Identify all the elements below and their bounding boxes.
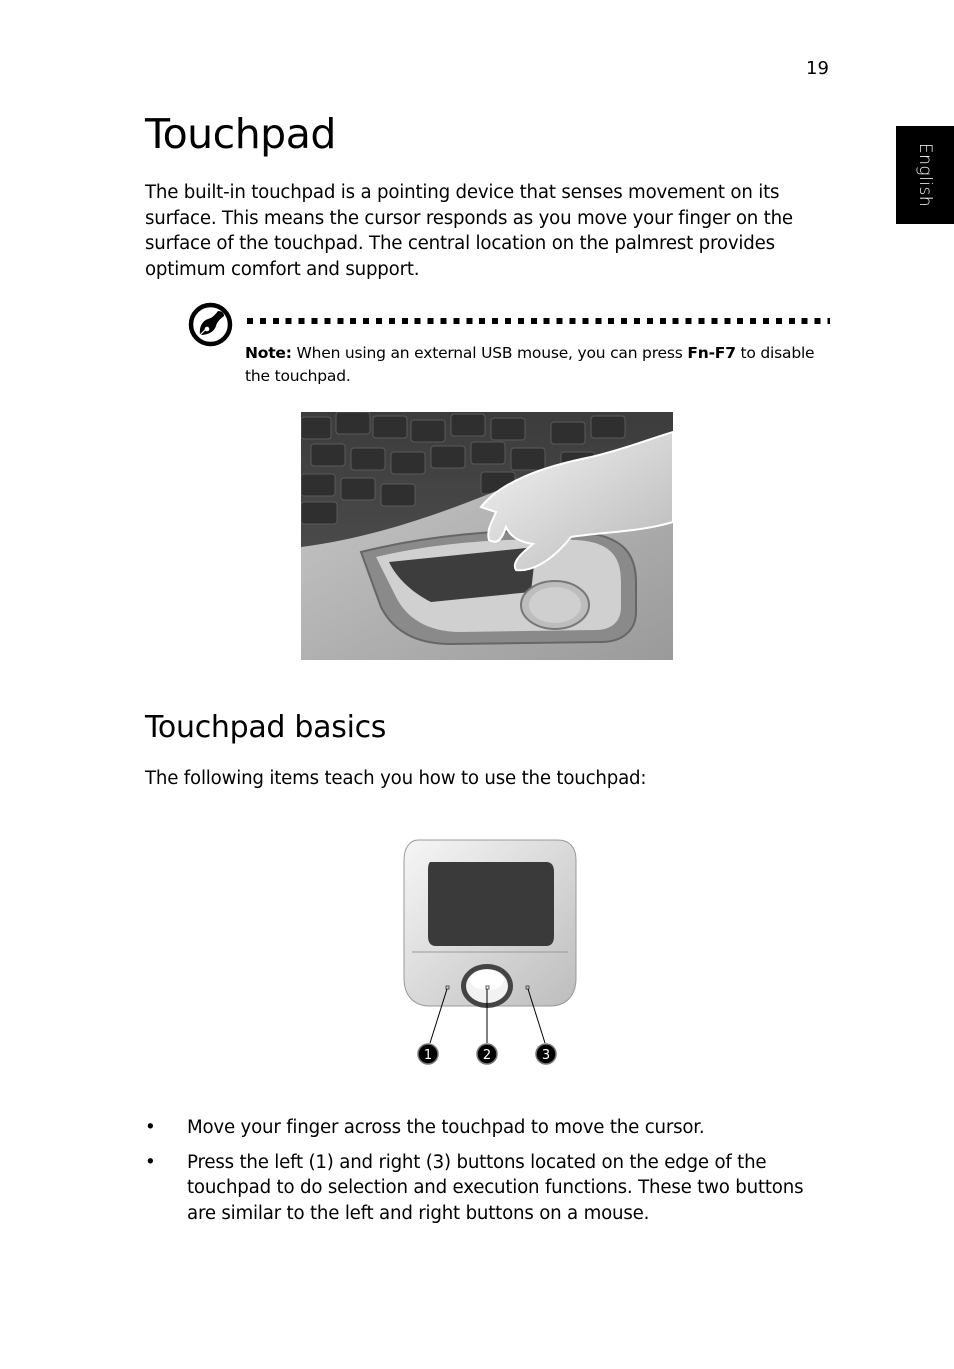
page-number: 19 <box>806 58 829 79</box>
note-divider <box>247 318 830 324</box>
callout-1 <box>418 1044 438 1064</box>
section-heading: Touchpad basics <box>145 710 387 745</box>
svg-text:1: 1 <box>423 1048 433 1063</box>
language-tab-label: English <box>915 142 935 208</box>
touchpad-photo <box>301 412 673 660</box>
svg-text:2: 2 <box>482 1048 492 1063</box>
list-item <box>145 1115 835 1141</box>
list-item <box>145 1150 835 1227</box>
instruction-list <box>145 1115 835 1235</box>
page-title: Touchpad <box>145 110 336 158</box>
note-label: Note: <box>245 344 292 362</box>
callout-2 <box>477 1044 497 1064</box>
touchpad-diagram-illustration <box>400 838 580 1070</box>
note-text-after: to disable the touchpad. <box>245 344 815 385</box>
callout-3 <box>536 1044 556 1064</box>
touchpad-photo-illustration <box>301 412 673 660</box>
bullet-icon: • <box>145 1151 156 1173</box>
note-key: Fn-F7 <box>687 344 736 362</box>
language-tab <box>896 126 954 224</box>
intro-paragraph: The built-in touchpad is a pointing device that senses movement on its surface. This means the cursor responds as you move your finger on the surface of the touchpad. The central location on the palmrest provides optimum comfort and support. <box>145 182 793 280</box>
lead-paragraph: The following items teach you how to use the touchpad: <box>145 768 647 789</box>
list-item-text: Press the left (1) and right (3) buttons located on the edge of the touchpad to do selection and execution functions. These two buttons are similar to the left and right buttons on a mouse. <box>187 1151 804 1224</box>
note-pen-icon <box>188 302 233 347</box>
note-text <box>245 342 835 388</box>
list-item-text: Move your finger across the touchpad to move the cursor. <box>187 1117 705 1138</box>
svg-text:3: 3 <box>541 1048 551 1063</box>
note-text-before: When using an external USB mouse, you can press <box>291 344 688 362</box>
touchpad-diagram <box>400 838 580 1070</box>
bullet-icon: • <box>145 1117 156 1138</box>
